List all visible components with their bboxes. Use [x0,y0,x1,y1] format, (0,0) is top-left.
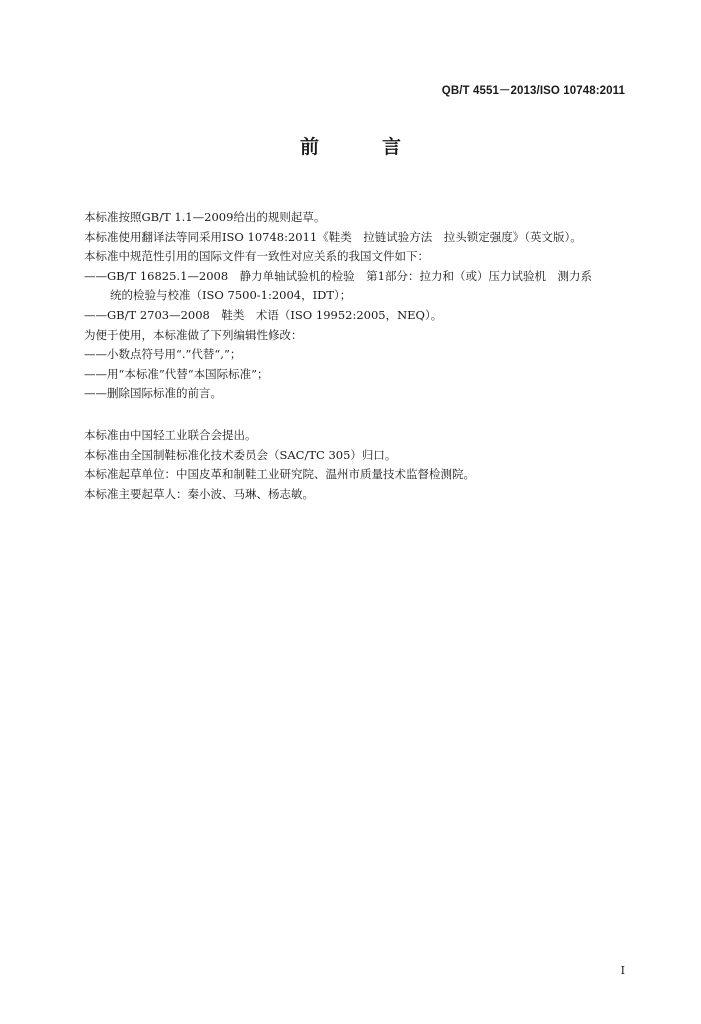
paragraph-drafters: 本标准主要起草人：秦小波、马琳、杨志敏。 [84,486,314,501]
editorial-change-1: ——小数点符号用“.”代替“,”； [84,347,242,362]
paragraph-proposed-by: 本标准由中国轻工业联合会提出。 [84,428,257,442]
editorial-change-3: ——删除国际标准的前言。 [84,386,222,401]
paragraph-normative-references: 本标准中规范性引用的国际文件有一致性对应关系的我国文件如下： [84,249,429,264]
foreword-body-credits [84,426,644,504]
reference-item-1-continued: 统的检验与校准（ISO 7500-1:2004，IDT）； [110,288,352,303]
page-title: 前 言 [299,136,423,158]
reference-item-1: ——GB/T 16825.1—2008 静力单轴试验机的检验 第1部分：拉力和（或）压力试验机 测力系 [84,268,592,283]
page-number: I [620,964,625,977]
paragraph-editorial-changes: 为便于使用，本标准做了下列编辑性修改： [84,327,303,342]
paragraph-drafting-units: 本标准起草单位：中国皮革和制鞋工业研究院、温州市质量技术监督检测院。 [84,467,475,482]
paragraph-centralized-by: 本标准由全国制鞋标准化技术委员会（SAC/TC 305）归口。 [84,447,397,462]
foreword-body [84,208,644,404]
standard-number-header: QB/T 4551－2013/ISO 10748:2011 [441,85,625,97]
paragraph-drafting-rule: 本标准按照GB/T 1.1—2009给出的规则起草。 [84,210,326,224]
reference-item-2: ——GB/T 2703—2008 鞋类 术语（ISO 19952:2005，NEQ）。 [84,307,443,322]
paragraph-adoption: 本标准使用翻译法等同采用ISO 10748:2011《鞋类 拉链试验方法 拉头锁定强度》（英文版）。 [84,229,582,244]
editorial-change-2: ——用“本标准”代替“本国际标准”； [84,366,269,381]
